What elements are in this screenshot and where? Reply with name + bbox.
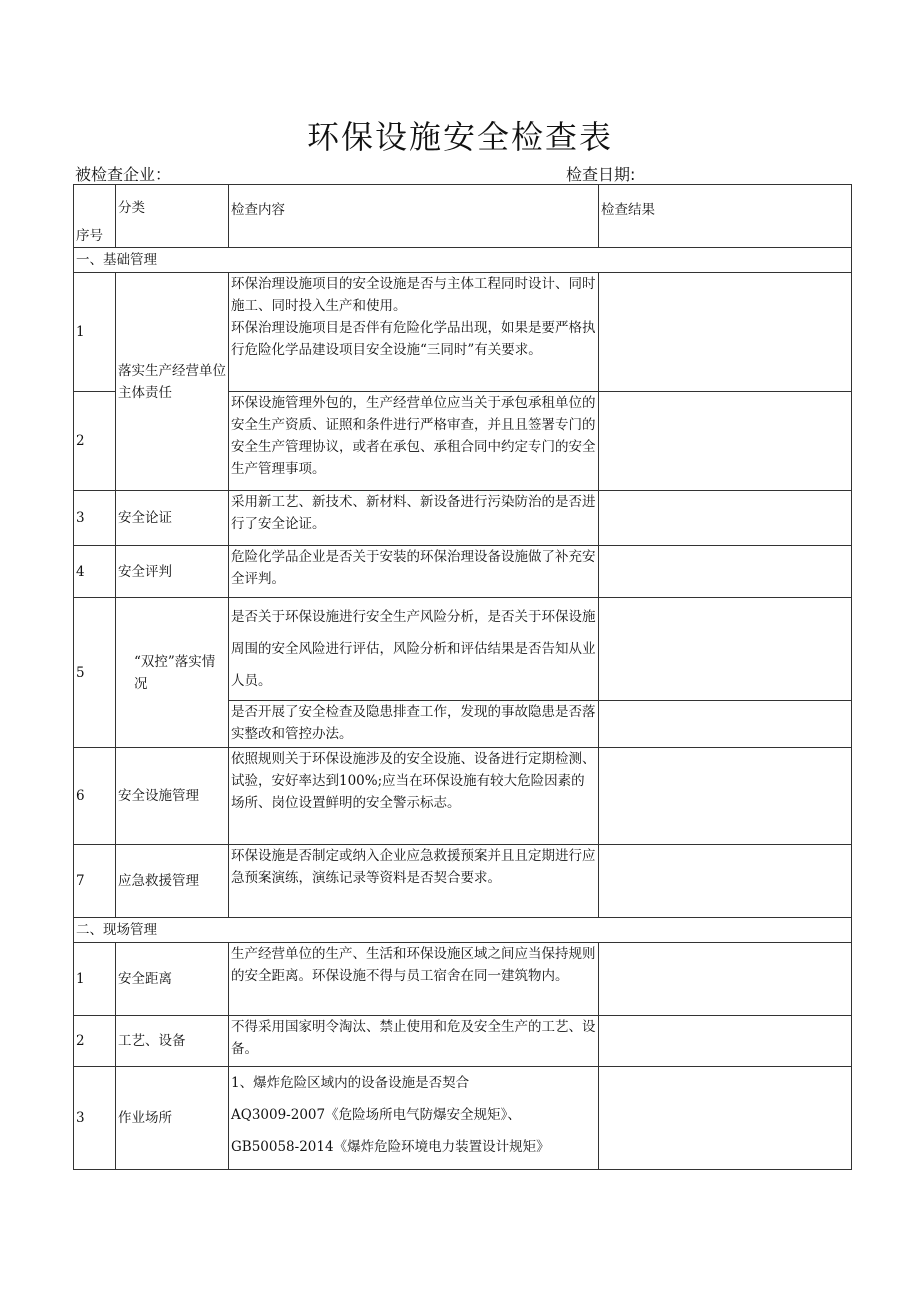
row-content xyxy=(229,598,599,701)
result-cell[interactable] xyxy=(599,546,852,598)
table-row xyxy=(74,491,852,546)
result-cell[interactable] xyxy=(599,273,852,392)
result-cell[interactable] xyxy=(599,1067,852,1170)
content-line: 环保治理设施项目的安全设施是否与主体工程同时设计、同时施工、同时投入生产和使用。 xyxy=(231,276,596,314)
row-content xyxy=(229,748,599,845)
row-content xyxy=(229,1067,599,1170)
section-title: 一、基础管理 xyxy=(74,248,852,273)
row-no: 1 xyxy=(74,943,116,1016)
row-no: 7 xyxy=(74,845,116,918)
row-content xyxy=(229,701,599,748)
content-line: 环保治理设施项目是否伴有危险化学品出现，如果是要严格执行危险化学品建设项目安全设施“三同时”有关要求。 xyxy=(231,320,596,358)
header-content: 检查内容 xyxy=(229,185,599,248)
result-cell[interactable] xyxy=(599,491,852,546)
row-no: 6 xyxy=(74,748,116,845)
row-category: 安全论证 xyxy=(116,491,229,546)
row-category: 安全设施管理 xyxy=(116,748,229,845)
table-row xyxy=(74,546,852,598)
row-no: 3 xyxy=(74,491,116,546)
content-line: 不得采用国家明令淘汰、禁止使用和危及安全生产的工艺、设备。 xyxy=(231,1019,596,1057)
content-line: 依照规则关于环保设施涉及的安全设施、设备进行定期检测、试验，安好率达到100%;应当在环保设施有较大危险因素的场所、岗位设置鲜明的安全警示标志。 xyxy=(231,751,596,811)
table-row xyxy=(74,1067,852,1170)
result-cell[interactable] xyxy=(599,701,852,748)
inspection-table xyxy=(73,184,852,1170)
content-line: 采用新工艺、新技术、新材料、新设备进行污染防治的是否进行了安全论证。 xyxy=(231,494,596,532)
row-no: 4 xyxy=(74,546,116,598)
row-content xyxy=(229,943,599,1016)
table-row xyxy=(74,273,852,392)
content-line: 1、爆炸危险区域内的设备设施是否契合 xyxy=(231,1075,470,1091)
row-category: 作业场所 xyxy=(116,1067,229,1170)
header-result: 检查结果 xyxy=(599,185,852,248)
content-line: 危险化学品企业是否关于安装的环保治理设备设施做了补充安全评判。 xyxy=(231,549,596,587)
table-row xyxy=(74,748,852,845)
row-no: 2 xyxy=(74,392,116,491)
content-line: GB50058-2014《爆炸危险环境电力装置设计规矩》 xyxy=(231,1139,550,1155)
row-category: “双控”落实情况 xyxy=(116,598,229,748)
row-category: 安全距离 xyxy=(116,943,229,1016)
row-content xyxy=(229,491,599,546)
header-row xyxy=(74,185,852,248)
row-no: 5 xyxy=(74,598,116,748)
row-category: 工艺、设备 xyxy=(116,1016,229,1067)
row-content xyxy=(229,392,599,491)
result-cell[interactable] xyxy=(599,392,852,491)
inspected-company-label: 被检查企业： xyxy=(75,165,172,184)
result-cell[interactable] xyxy=(599,845,852,918)
content-line: 环保设施管理外包的，生产经营单位应当关于承包承租单位的安全生产资质、证照和条件进行严格审查，并且且签署专门的安全生产管理协议，或者在承包、承租合同中约定专门的安全生产管理事项。 xyxy=(231,395,596,477)
table-row xyxy=(74,845,852,918)
table-row xyxy=(74,1016,852,1067)
row-content xyxy=(229,845,599,918)
inspection-date-label: 检查日期: xyxy=(566,165,636,184)
result-cell[interactable] xyxy=(599,748,852,845)
section-title: 二、现场管理 xyxy=(74,918,852,943)
content-line: 是否关于环保设施进行安全生产风险分析，是否关于环保设施周围的安全风险进行评估，风险分析和评估结果是否告知从业人员。 xyxy=(231,609,596,689)
row-content xyxy=(229,546,599,598)
header-no: 序号 xyxy=(74,185,116,248)
row-category: 落实生产经营单位主体责任 xyxy=(116,273,229,491)
row-no: 1 xyxy=(74,273,116,392)
table-row xyxy=(74,598,852,701)
content-line: 生产经营单位的生产、生活和环保设施区域之间应当保持规则的安全距离。环保设施不得与员工宿舍在同一建筑物内。 xyxy=(231,946,596,984)
result-cell[interactable] xyxy=(599,943,852,1016)
row-no: 3 xyxy=(74,1067,116,1170)
result-cell[interactable] xyxy=(599,598,852,701)
result-cell[interactable] xyxy=(599,1016,852,1067)
header-category: 分类 xyxy=(116,185,229,248)
row-content xyxy=(229,273,599,392)
row-category: 应急救援管理 xyxy=(116,845,229,918)
row-content xyxy=(229,1016,599,1067)
section-row xyxy=(74,918,852,943)
content-line: 是否开展了安全检查及隐患排查工作，发现的事故隐患是否落实整改和管控办法。 xyxy=(231,704,596,742)
page-title: 环保设施安全检查表 xyxy=(306,118,613,156)
section-row xyxy=(74,248,852,273)
content-line: AQ3009-2007《危险场所电气防爆安全规矩》、 xyxy=(231,1107,521,1123)
content-line: 环保设施是否制定或纳入企业应急救援预案并且且定期进行应急预案演练，演练记录等资料是否契合要求。 xyxy=(231,848,596,886)
row-no: 2 xyxy=(74,1016,116,1067)
row-category: 安全评判 xyxy=(116,546,229,598)
table-row xyxy=(74,943,852,1016)
